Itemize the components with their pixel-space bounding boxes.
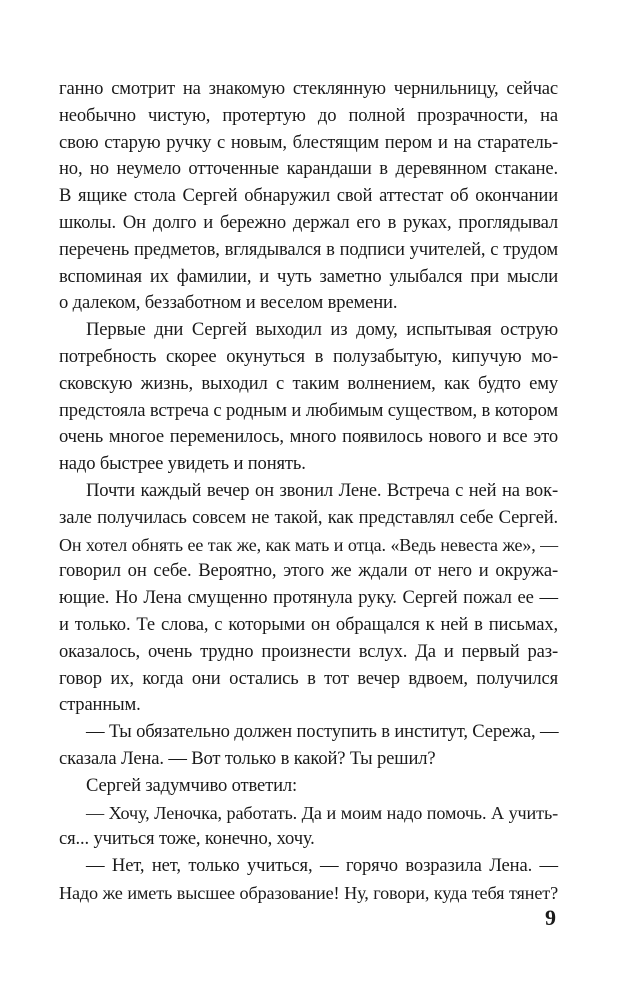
text-line: Надо же иметь высшее образование! Ну, говори, куда тебя тянет? [59, 882, 558, 903]
text-line: перечень предметов, вглядывался в подписи учителей, с трудом [59, 238, 558, 260]
text-line: о далеком, беззаботном и веселом времени. [59, 292, 398, 314]
text-line: ся... учиться тоже, конечно, хочу. [59, 828, 315, 850]
text-line: Он хотел обнять ее так же, как мать и отца. «Ведь невеста же», — [59, 534, 558, 555]
text-line: Первые дни Сергей выходил из дому, испытывая острую [86, 319, 558, 341]
text-line: зале получилась совсем не такой, как представлял себе Сергей. [59, 506, 558, 528]
body-text [59, 76, 558, 907]
text-line: Почти каждый вечер он звонил Лене. Встреча с ней на вок- [86, 479, 558, 501]
text-line: школы. Он долго и бережно держал его в руках, проглядывал [59, 211, 558, 233]
text-line: вспоминая их фамилии, и чуть заметно улыбался при мысли [59, 265, 558, 287]
text-line: ганно смотрит на знакомую стеклянную чернильницу, сейчас [59, 78, 558, 99]
text-line: сказала Лена. — Вот только в какой? Ты решил? [59, 747, 436, 769]
text-line: потребность скорее окунуться в полузабытую, кипучую мо- [59, 345, 558, 367]
text-line: сковскую жизнь, выходил с таким волнением, как будто ему [59, 372, 558, 394]
text-line: очень многое переменилось, много появилось нового и все это [59, 426, 558, 448]
text-line: говорил он себе. Вероятно, этого же ждали от него и окружа- [59, 560, 558, 582]
text-line: говор их, когда они остались в тот вечер вдвоем, получился [59, 667, 558, 689]
text-line: необычно чистую, протертую до полной прозрачности, на [59, 104, 558, 126]
text-line: Сергей задумчиво ответил: [86, 774, 298, 796]
text-line: предстояла встреча с родным и любимым существом, в котором [59, 399, 558, 421]
page-number: 9 [545, 905, 556, 930]
text-line: ющие. Но Лена смущенно протянула руку. Сергей пожал ее — [59, 587, 558, 609]
text-line: надо быстрее увидеть и понять. [59, 453, 306, 475]
text-line: свою старую ручку с новым, блестящим пером и на старатель- [59, 131, 558, 153]
text-line: и только. Те слова, с которыми он обращался к ней в письмах, [59, 613, 558, 635]
text-line: — Ты обязательно должен поступить в институт, Сережа, — [86, 721, 559, 743]
text-line: — Хочу, Леночка, работать. Да и моим надо помочь. А учить- [86, 802, 558, 823]
text-line: но, но неумело отточенные карандаши в деревянном стакане. [59, 158, 558, 180]
text-line: — Нет, нет, только учиться, — горячо возразила Лена. — [86, 855, 558, 877]
text-line: оказалось, очень трудно произнести вслух. Да и первый раз- [59, 640, 558, 662]
text-line: странным. [59, 694, 141, 716]
text-line: В ящике стола Сергей обнаружил свой аттестат об окончании [59, 185, 558, 207]
